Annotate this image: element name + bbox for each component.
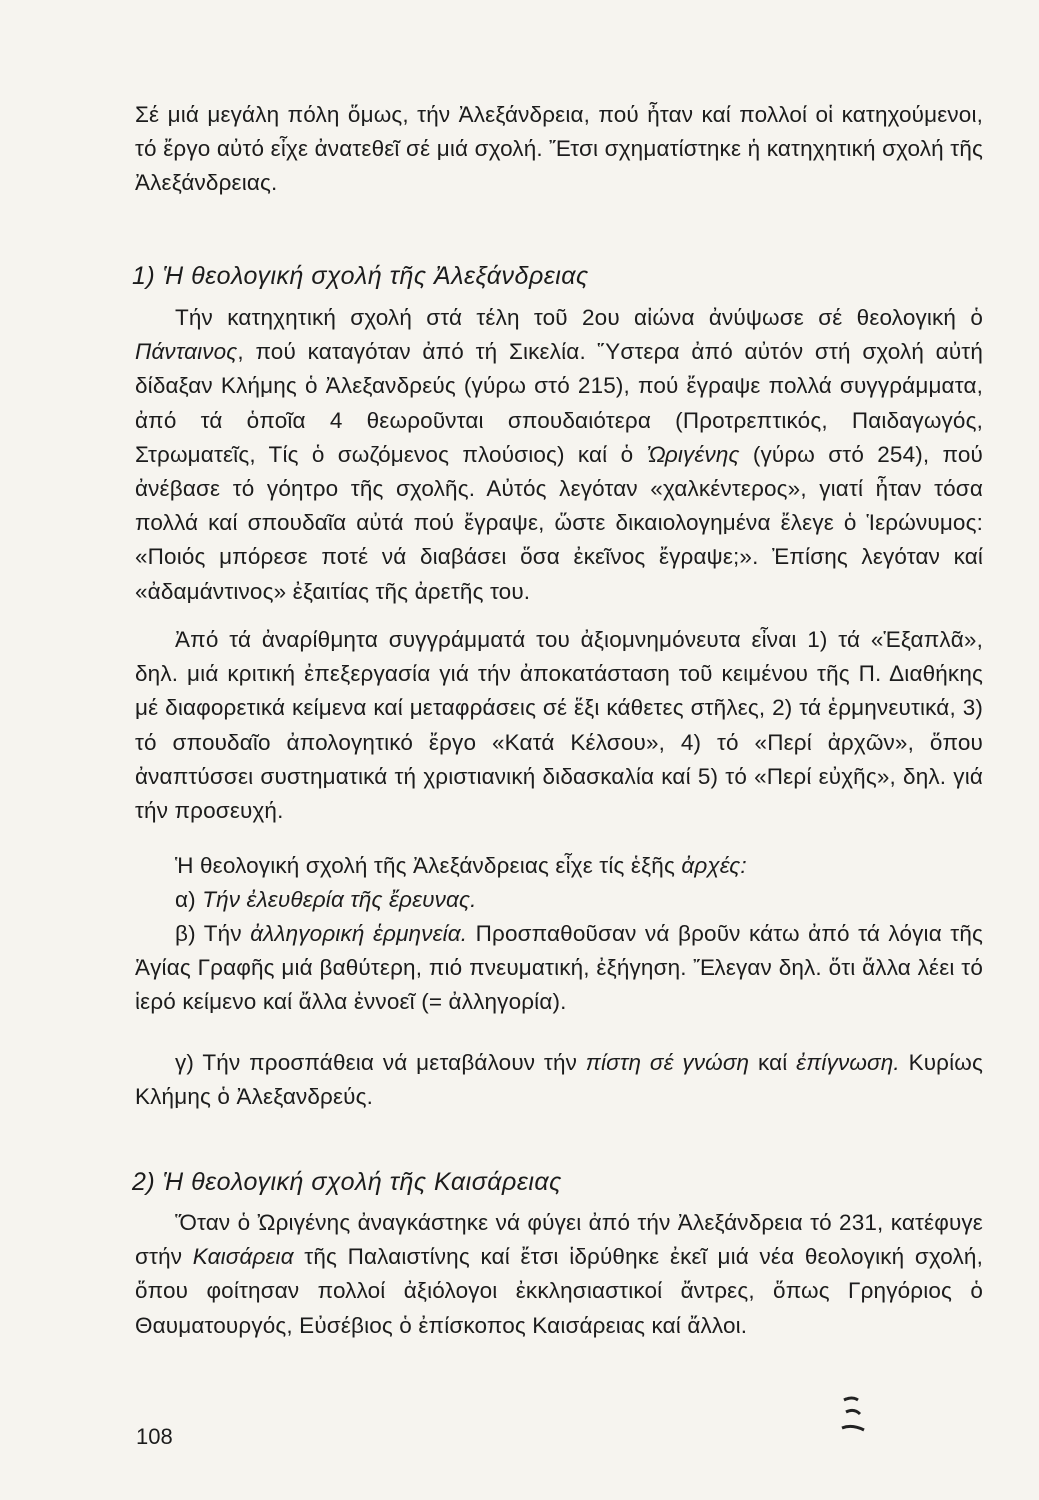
page-number: 108 (136, 1424, 173, 1449)
section-heading-caesarea: 2) Ἡ θεολογική σχολή τῆς Καισάρειας (132, 1168, 562, 1196)
paragraph-alexandria-teachers: Τήν κατηχητική σχολή στά τέλη τοῦ 2ου αἰώνα ἀνύψωσε σέ θεολογική ὁ Πάνταινος, πού καταγόταν ἀπό τή Σικελία. Ὕστερα ἀπό αὐτόν στή σχολή αὐτή δίδαξαν Κλήμης ὁ Ἀλεξανδρεύς (γύρω στό 215), πού ἔγραψε πολλά συγγράμματα, ἀπό τά ὁποῖα 4 θεωροῦνται σπουδαιότερα (Προτρεπτικός, Παιδαγωγός, Στρωματεῖς, Τίς ὁ σωζόμενος πλούσιος) καί ὁ Ὠριγένης (γύρω στό 254), πού ἀνέβασε τό γόητρο τῆς σχολῆς. Αὐτός λεγόταν «χαλκέντερος», γιατί ἦταν τόσα πολλά καί σπουδαῖα αὐτά πού ἔγραψε, ὥστε δικαιολογημένα ἔλεγε ὁ Ἱερώνυμος: «Ποιός μπόρεσε ποτέ νά διαβάσει ὅσα ἐκεῖνος ἔγραψε;». Ἐπίσης λεγόταν καί «ἀδαμάντινος» ἐξαιτίας τῆς ἀρετῆς του. (135, 305, 983, 604)
principle-c: γ) Τήν προσπάθεια νά μεταβάλουν τήν πίστη σέ γνώση καί ἐπίγνωση. Κυρίως Κλήμης ὁ Ἀλεξανδρεύς. (135, 1050, 983, 1110)
principle-b: β) Τήν ἀλληγορική ἑρμηνεία. Προσπαθοῦσαν νά βροῦν κάτω ἀπό τά λόγια τῆς Ἁγίας Γραφῆς μιά βαθύτερη, πιό πνευματική, ἐξήγηση. Ἔλεγαν δηλ. ὅτι ἄλλα λέει τό ἱερό κείμενο καί ἄλλα ἐννοεῖ (= ἀλληγορία). (135, 921, 984, 1015)
principle-a: α) Τήν ἐλευθερία τῆς ἔρευνας. (175, 887, 477, 912)
paragraph-origen-works: Ἀπό τά ἀναρίθμητα συγγράμματά του ἀξιομνημόνευτα εἶναι 1) τά «Ἑξαπλᾶ», δηλ. μιά κριτική ἐπεξεργασία γιά τήν ἀποκατάσταση τοῦ κειμένου τῆς Π. Διαθήκης μέ διαφορετικά κείμενα καί μεταφράσεις σέ ἕξι κάθετες στῆλες, 2) τά ἑρμηνευτικά, 3) τό σπουδαῖο ἀπολογητικό ἔργο «Κατά Κέλσου», 4) τό «Περί ἀρχῶν», ὅπου ἀναπτύσσει συστηματικά τή χριστιανική διδασκαλία καί 5) τό «Περί εὐχῆς», δηλ. γιά τήν προσευχή. (135, 627, 983, 824)
intro-paragraph: Σέ μιά μεγάλη πόλη ὅμως, τήν Ἀλεξάνδρεια, πού ἦταν καί πολλοί οἱ κατηχούμενοι, τό ἔργο αὐτό εἶχε ἀνατεθεῖ σέ μιά σχολή. Ἔτσι σχηματίστηκε ἡ κατηχητική σχολή τῆς Ἀλεξάνδρειας. (135, 102, 983, 196)
ink-mark-icon (838, 1392, 868, 1442)
section-heading-alexandria: 1) Ἡ θεολογική σχολή τῆς Ἀλεξάνδρειας (132, 262, 589, 290)
paragraph-caesarea: Ὅταν ὁ Ὠριγένης ἀναγκάστηκε νά φύγει ἀπό τήν Ἀλεξάνδρεια τό 231, κατέφυγε στήν Καισάρεια τῆς Παλαιστίνης καί ἔτσι ἱδρύθηκε ἐκεῖ μιά νέα θεολογική σχολή, ὅπου φοίτησαν πολλοί ἀξιόλογοι ἐκκλησιαστικοί ἄντρες, ὅπως Γρηγόριος ὁ Θαυματουργός, Εὐσέβιος ὁ ἐπίσκοπος Καισάρειας καί ἄλλοι. (135, 1210, 983, 1338)
paragraph-principles-intro: Ἡ θεολογική σχολή τῆς Ἀλεξάνδρειας εἶχε τίς ἑξῆς ἀρχές: (175, 853, 747, 878)
